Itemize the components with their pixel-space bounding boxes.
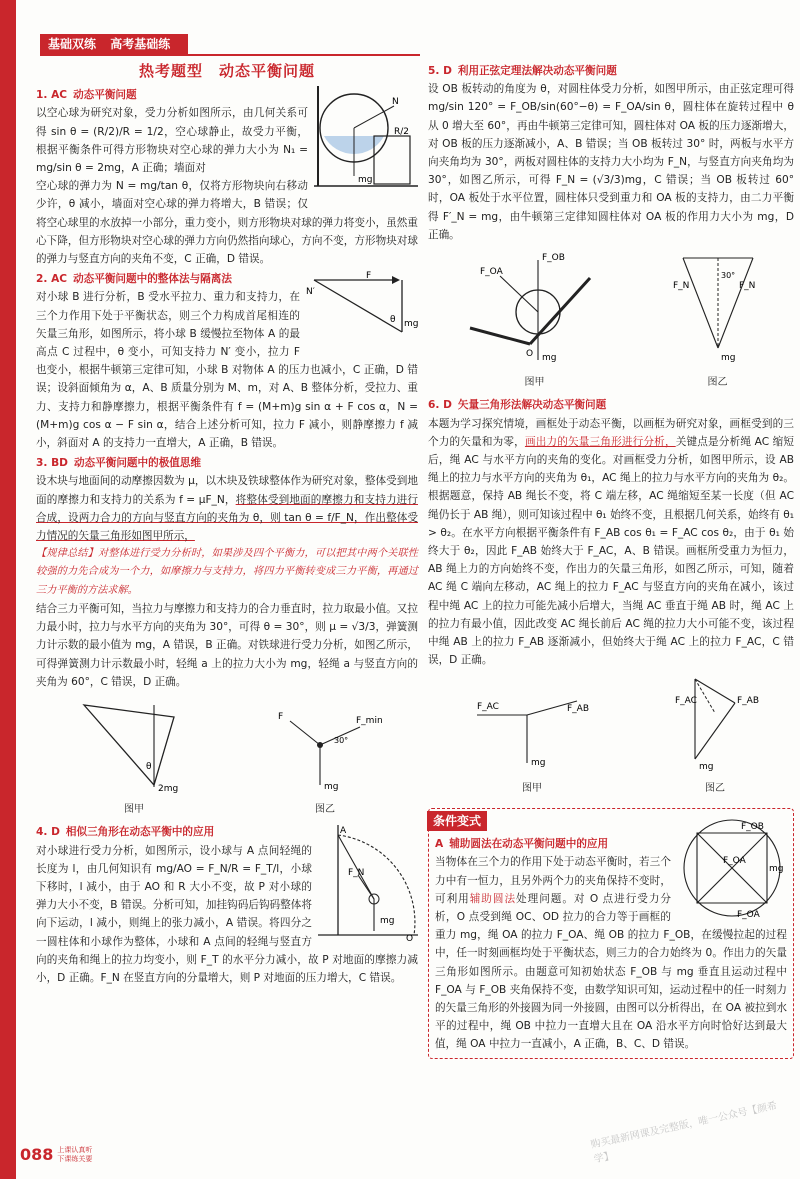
box-text-1: 当物体在三个力的作用下处于动态平衡时，若三个力中有一恒力，且另外两个力的夹角保持不变时，可利用 [435, 856, 671, 905]
variant-box [428, 808, 794, 1059]
header-line [40, 54, 420, 56]
figure-q6-b [675, 673, 760, 773]
q2-topic: 动态平衡问题中的整体法与隔离法 [73, 273, 232, 286]
svg-text:F_OA: F_OA [737, 909, 760, 920]
q3-figures [36, 695, 418, 819]
q4-topic: 相似三角形在动态平衡中的应用 [65, 826, 215, 839]
q1-number: 1. AC [36, 89, 68, 102]
q6-figure-a-caption: 图甲 [522, 782, 542, 794]
svg-text:mg: mg [404, 319, 419, 330]
question-4 [36, 823, 418, 987]
q6-text-2: 关键点是分析绳 AC 缩短后，绳 AC 与水平方向的夹角的变化。对画框受力分析，如图甲所示，设 AB 绳上的拉力与水平方向的夹角为 θ₁，AC 绳上的拉力与水平方向的夹角为 θ₂。根据题意，保持 AB 绳长不变，将 C 端左移，AC 绳缩短至某一长度（但 AC 绳仍长于 AB 绳），则可知该过程中 θ₁ 始终不变，且根据几何关系，始终有 θ₁ > θ₂。在水平方向根据平衡条件有 F_AB cos θ₁ = F_AC cos θ₂，由于 θ₁ 始终大于 θ₂，因此 F_AB 始终大于 F_AC，A、B 错误。画框所受重力为恒力，AB 绳上力的方向始终不变，作出力的矢量三角形，如图乙所示，可知，随着 AC 绳 C 端向左移动，AC 绳上的拉力 F_AC 与竖直方向的夹角在减小，该过程中绳 AC 上的拉力可能先减小后增大，当绳 AC 垂直于绳 AB 时，绳 AC 上的拉力有最小值，因此改变 AC 绳长前后 AC 绳的拉力大小可能不变，该过程中绳 AB 上的拉力 F_AB 逐渐减小，但始终大于绳 AC 上的拉力 F_AC，C 错误，D 正确。 [428, 435, 795, 667]
svg-text:θ: θ [390, 315, 396, 326]
q5-figures [428, 248, 794, 392]
figure-q1 [314, 86, 418, 196]
svg-text:F_OB: F_OB [741, 821, 764, 832]
svg-text:30°: 30° [334, 735, 349, 745]
svg-text:N′: N′ [306, 287, 315, 298]
left-column [36, 62, 418, 987]
svg-text:mg: mg [324, 781, 339, 792]
watermark: 购买最新网课及完整版，唯一公众号【颜希学】 [589, 1100, 779, 1166]
q5-number: 5. D [428, 65, 452, 77]
svg-text:mg: mg [720, 353, 735, 364]
header-tab-2: 高考基础练 [110, 37, 171, 51]
question-2 [36, 270, 418, 452]
q6-number: 6. D [428, 399, 452, 412]
q6-text-1: 本题为学习探究情境，画框处于动态平衡，以画框为研究对象，画框受到的三个力的矢量和为零， [428, 417, 794, 448]
svg-text:O: O [406, 934, 414, 945]
q3-number: 3. BD [36, 457, 68, 470]
q5-topic: 利用正弦定理法解决动态平衡问题 [457, 65, 617, 77]
footer [20, 1145, 92, 1164]
box-text-2: 处理问题。对 O 点进行受力分析，O 点受到绳 OC、OD 拉力的合力等于画框的重力 mg，绳 OA 的拉力 F_OA、绳 OB 的拉力 F_OB，在缓慢拉起的过程中，任一时刻画框均处于平衡状态，则三力的合力始终为 0。作出力的矢量三角形如图所示。由题意可知初始状态 F_OB 与 mg 垂直且运动过程中 F_OA 与 F_OB 夹角保持不变，由数学知识可知，运动过程中的任一时刻力的矢量三角形的外接圆为同一外接圆，由图可以分析得出，在 OA 被拉到水平的过程中，绳 OB 中拉力一直增大且在 OA 沿水平方向时恰好达到最大值，绳 OA 中拉力一直减小，A 正确，B、C、D 错误。 [435, 892, 787, 1051]
q3-topic: 动态平衡问题中的极值思维 [73, 457, 202, 470]
svg-text:F_N: F_N [672, 281, 689, 292]
figure-box [677, 813, 787, 923]
svg-text:mg: mg [380, 916, 395, 927]
q5-figure-b-caption: 图乙 [707, 377, 728, 389]
question-5 [428, 62, 794, 392]
q1-topic: 动态平衡问题 [73, 89, 137, 102]
box-number: A [435, 838, 444, 851]
figure-q3-a [74, 695, 194, 795]
q2-text: 对小球 B 进行分析，B 受水平拉力、重力和支持力，在三个力作用下处于平衡状态，则三个力构成首尾相连的矢量三角形，如图所示，将小球 B 缓慢拉至物体 A 的最高点 C 过程中，θ 变小，可知支持力 N′ 变小，拉力 F 也变小，根据牛顿第三定律可知，小球 B 对物体 A 的压力也减小，C 正确，D 错误；设斜面倾角为 α，A、B 质量分别为 M、m，对 A、B 整体分析，受拉力、重力、支持力和静摩擦力，根据平衡条件有 f = (M+m)g sin α + F cos α，N = (M+m)g cos α − F sin α，结合上述分析可知，拉力 F 减小，则静摩擦力 f 减小，斜面对 A 的支持力一直增大，A 正确，B 错误。 [36, 291, 418, 450]
svg-text:mg: mg [358, 175, 373, 186]
page-number: 088 [20, 1145, 54, 1164]
variant-box-tag: 条件变式 [427, 811, 487, 831]
q3-figure-b [270, 705, 383, 819]
figure-q6-a [467, 693, 597, 773]
svg-text:mg: mg [541, 353, 556, 364]
q6-topic: 矢量三角形法解决动态平衡问题 [457, 399, 607, 412]
q3-text-2: 结合三力平衡可知，当拉力与摩擦力和支持力的合力垂直时，拉力取最小值。又拉力最小时，拉力与水平方向的夹角为 30°，可得 θ = 30°，则 μ = √3/3，弹簧测力计示数的最小值为 mg，A 错误，B 正确。对铁球进行受力分析，如图乙所示，可得弹簧测力计示数最小时，轻绳 a 上的拉力大小为 mg，轻绳 a 与竖直方向的夹角为 60°，C 错误，D 正确。 [36, 602, 418, 688]
svg-text:F_OB: F_OB [541, 253, 565, 264]
figure-q2 [306, 270, 418, 342]
right-column [428, 62, 794, 1059]
question-1 [36, 86, 418, 268]
question-6 [428, 396, 794, 797]
svg-text:R/2: R/2 [394, 127, 410, 138]
svg-text:F_OA: F_OA [723, 855, 746, 866]
svg-text:F_N: F_N [738, 281, 755, 292]
q3-figure-a-caption: 图甲 [124, 804, 144, 816]
q5-text: 设 OB 板转动的角度为 θ，对圆柱体受力分析，如图甲所示，由正弦定理可得 mg/sin 120° = F_OB/sin(60°−θ) = F_OA/sin θ，圆柱体在旋转过程中 θ 从 0 增大至 60°，再由牛顿第三定律可知，圆柱体对 OA 板的压力逐渐增大，对 OB 板的压力逐渐减小，A、B 错误；当 OB 板转过 30° 时，两板与水平方向夹角均为 30°，两板对圆柱体的支持力大小均为 F_N，与竖直方向夹角均为 30°，如图乙所示，可得 F_N = (√3/3)mg，C 错误；当 OB 板转过 60° 时，OA 板处于水平位置，圆柱体只受到重力和 OA 板的支持力，由二力平衡得 F′_N = mg，由牛顿第三定律知圆柱体对 OA 板的作用力大小为 mg，D 正确。 [428, 83, 794, 241]
svg-text:F_AC: F_AC [477, 702, 499, 713]
svg-text:O: O [525, 349, 533, 360]
svg-text:N: N [392, 97, 399, 108]
q6-text-highlight: 画出力的矢量三角形进行分析， [524, 435, 676, 448]
figure-q5-b [673, 248, 763, 368]
header-tab-1: 基础双练 [48, 37, 97, 51]
svg-text:mg: mg [531, 758, 546, 769]
q1-text-2: 空心球的弹力为 N = mg/tan θ，仅将方形物块向右移动少许，θ 减小，墙面对空心球的弹力将增大，B 错误；仅将空心球里的水放掉一小部分，重力变小，则方形物块对球的弹力将变小，虽然重心下降，但方形物块对空心球的弹力方向仍然指向球心，方向不变，方形物块对球的弹力与竖直方向的夹角不变，C 正确，D 错误。 [36, 180, 418, 266]
figure-q3-b [270, 705, 383, 795]
q6-figure-b-caption: 图乙 [705, 782, 725, 794]
figure-q5-a [460, 248, 610, 368]
q5-figure-a [460, 248, 610, 392]
svg-text:F_AC: F_AC [675, 696, 697, 707]
q6-figure-a [467, 693, 597, 797]
box-topic: 辅助圆法在动态平衡问题中的应用 [449, 838, 609, 851]
q3-figure-a [74, 695, 194, 819]
q6-figures [428, 673, 794, 797]
q4-text: 对小球进行受力分析，如图所示，设小球与 A 点间轻绳的长度为 l，由几何知识有 mg/AO = F_N/R = F_T/l，小球下移时，l 减小，由于 AO 和 R 大小不变，故 P 对小球的弹力大小不变，B 错误。分析可知，加挂钩码后钩码整体将向下运动，l 减小，则绳上的张力减小，A 错误。将四分之一圆柱体和小球作为整体，小球和 A 点间的轻绳与竖直方向的夹角和绳上的拉力均变小，则 F_T 的水平分力减小，故 P 对地面的摩擦力减小，D 正确。F_N 在竖直方向的分量增大，则 P 对地面的压力增大，C 错误。 [36, 844, 418, 984]
svg-text:θ: θ [146, 761, 152, 772]
q1-text-1: 以空心球为研究对象，受力分析如图所示，由几何关系可得 sin θ = (R/2)/R = 1/2，空心球静止，故受力平衡，根据平衡条件可得方形物块对空心球的弹力大小为 N₁ = mg/sin θ = 2mg，A 正确；墙面对 [36, 107, 308, 175]
svg-text:F_N: F_N [348, 868, 365, 879]
q3-text-1: 设木块与地面间的动摩擦因数为 μ，以木块及铁球整体作为研究对象，整体受到地面的摩擦力和支持力的关系为 f = μF_N， [36, 475, 418, 506]
q5-figure-b [673, 248, 763, 392]
svg-text:2mg: 2mg [158, 783, 179, 794]
svg-text:mg: mg [769, 863, 784, 874]
figure-q4 [318, 823, 418, 943]
header-tab [40, 34, 188, 54]
footer-note [57, 1146, 92, 1164]
q2-number: 2. AC [36, 273, 68, 286]
q3-text-underlined: 将整体受到地面的摩擦力和支持力进行合成，设两力合力的方向与竖直方向的夹角为 θ，则 tan θ = f/F_N，作出整体受力情况的矢量三角形如图甲所示， [36, 493, 419, 543]
left-stripe [0, 0, 16, 1179]
svg-text:F: F [278, 711, 284, 722]
svg-text:F_OA: F_OA [479, 267, 503, 278]
q6-figure-b [675, 673, 760, 797]
box-text-highlight: 辅助圆法 [469, 892, 517, 905]
svg-text:mg: mg [699, 762, 714, 773]
svg-text:A: A [340, 826, 347, 837]
q3-note: 【规律总结】对整体进行受力分析时，如果涉及四个平衡力，可以把其中两个关联性较强的力先合成为一个力，如摩擦力与支持力，将四力平衡转变成三力平衡，再通过三力平衡的方法求解。 [36, 548, 418, 596]
question-3 [36, 454, 418, 819]
footer-note-2: 下课练关要 [57, 1154, 93, 1163]
svg-text:F_min: F_min [356, 715, 383, 726]
q4-number: 4. D [36, 826, 60, 839]
svg-text:F_AB: F_AB [567, 704, 590, 715]
section-title: 热考题型 动态平衡问题 [138, 62, 315, 80]
svg-text:F: F [366, 271, 372, 282]
svg-text:F_AB: F_AB [737, 696, 760, 707]
footer-note-1: 上课认真听 [57, 1145, 93, 1154]
q5-figure-a-caption: 图甲 [524, 377, 545, 389]
svg-text:30°: 30° [720, 271, 735, 281]
q3-figure-b-caption: 图乙 [315, 804, 335, 816]
